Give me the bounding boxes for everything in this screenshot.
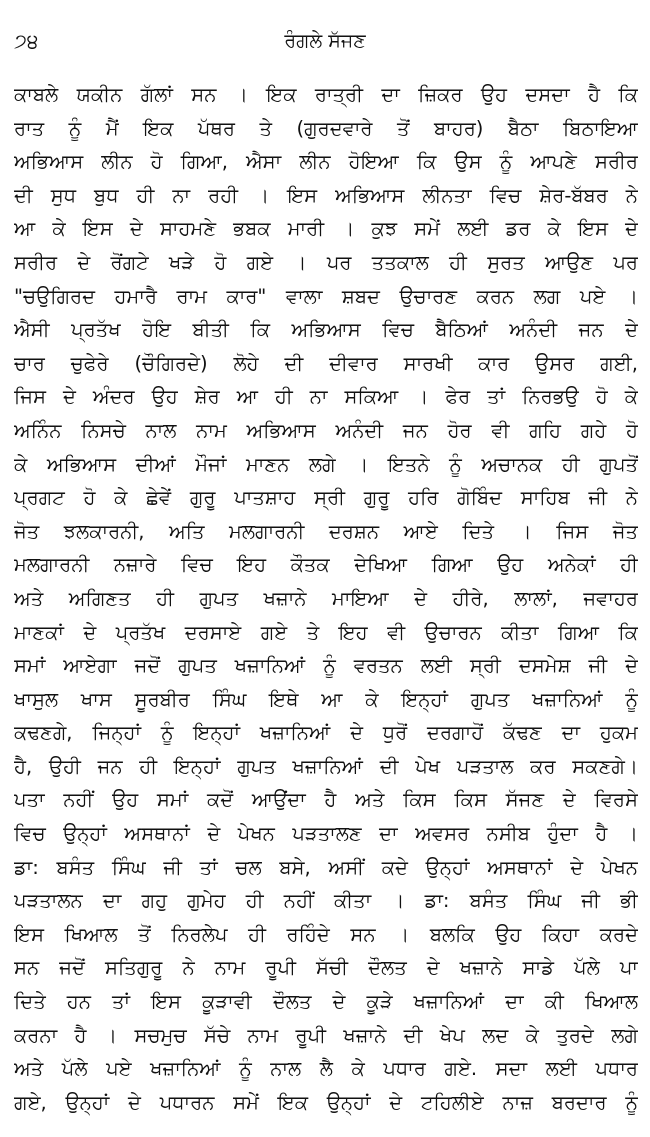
- text-line: ਮਾਣਕਾਂ ਦੇ ਪ੍ਰਤੱਖ ਦਰਸਾਏ ਗਏ ਤੇ ਇਹ ਵੀ ਉਚਾਰਨ ਕੀਤਾ ਗਿਆ ਕਿ: [14, 620, 638, 644]
- text-line: ਗਏ, ਉਨ੍ਹਾਂ ਦੇ ਪਧਾਰਨ ਸਮੇਂ ਇਕ ਉਨ੍ਹਾਂ ਦੇ ਟਹਿਲੀਏ ਨਾਜ਼ ਬਰਦਾਰ ਨੂੰ: [14, 1090, 638, 1114]
- text-line: ਦਿਤੇ ਹਨ ਤਾਂ ਇਸ ਕੂੜਾਵੀ ਦੌਲਤ ਦੇ ਕੂੜੇ ਖਜ਼ਾਨਿਆਂ ਦਾ ਕੀ ਖਿਆਲ: [14, 990, 638, 1014]
- text-line: ਰਾਤ ਨੂੰ ਮੈਂ ਇਕ ਪੱਥਰ ਤੇ (ਗੁਰਦਵਾਰੇ ਤੋਂ ਬਾਹਰ) ਬੈਠਾ ਬਿਠਾਇਆ: [14, 116, 638, 140]
- text-line: ਹੈ, ਉਹੀ ਜਨ ਹੀ ਇਨ੍ਹਾਂ ਗੁਪਤ ਖਜ਼ਾਨਿਆਂ ਦੀ ਪੇਖ ਪੜਤਾਲ ਕਰ ਸਕਣਗੇ।: [14, 754, 638, 778]
- page-header: [0, 22, 650, 62]
- text-line: ਚਾਰ ਚੁਫੇਰੇ (ਚੌਗਿਰਦੇ) ਲੋਹੇ ਦੀ ਦੀਵਾਰ ਸਾਰਖੀ ਕਾਰ ਉਸਰ ਗਈ,: [14, 351, 638, 375]
- text-line: ਕਢਣਗੇ, ਜਿਨ੍ਹਾਂ ਨੂੰ ਇਨ੍ਹਾਂ ਖਜ਼ਾਨਿਆਂ ਦੇ ਧੁਰੋਂ ਦਰਗਾਹੋਂ ਕੱਢਣ ਦਾ ਹੁਕਮ: [14, 721, 638, 745]
- text-line: ਆ ਕੇ ਇਸ ਦੇ ਸਾਹਮਣੇ ਭਬਕ ਮਾਰੀ । ਕੁਝ ਸਮੇਂ ਲਈ ਡਰ ਕੇ ਇਸ ਦੇ: [14, 217, 638, 241]
- text-line: ਪਤਾ ਨਹੀਂ ਉਹ ਸਮਾਂ ਕਦੋਂ ਆਉਂਦਾ ਹੈ ਅਤੇ ਕਿਸ ਕਿਸ ਸੱਜਣ ਦੇ ਵਿਰਸੇ: [14, 788, 638, 812]
- text-line: ਅਭਿਆਸ ਲੀਨ ਹੋ ਗਿਆ, ਐਸਾ ਲੀਨ ਹੋਇਆ ਕਿ ਉਸ ਨੂੰ ਆਪਣੇ ਸਰੀਰ: [14, 150, 638, 174]
- text-line: ਕਾਬਲੇ ਯਕੀਨ ਗੱਲਾਂ ਸਨ । ਇਕ ਰਾਤ੍ਰੀ ਦਾ ਜ਼ਿਕਰ ਉਹ ਦਸਦਾ ਹੈ ਕਿ: [14, 83, 638, 106]
- text-line: ਐਸੀ ਪ੍ਰਤੱਖ ਹੋਇ ਬੀਤੀ ਕਿ ਅਭਿਆਸ ਵਿਚ ਬੈਠਿਆਂ ਅਨੰਦੀ ਜਨ ਦੇ: [14, 318, 638, 342]
- text-line: ਪ੍ਰਗਟ ਹੋ ਕੇ ਛੇਵੇਂ ਗੁਰੂ ਪਾਤਸ਼ਾਹ ਸ੍ਰੀ ਗੁਰੂ ਹਰਿ ਗੋਬਿੰਦ ਸਾਹਿਬ ਜੀ ਨੇ: [14, 486, 638, 510]
- body-text: [14, 78, 638, 1119]
- text-line: ਅਤੇ ਅਗਿਣਤ ਹੀ ਗੁਪਤ ਖਜ਼ਾਨੇ ਮਾਇਆ ਦੇ ਹੀਰੇ, ਲਾਲਾਂ, ਜਵਾਹਰ: [14, 586, 638, 610]
- text-line: ਸਰੀਰ ਦੇ ਰੋਂਗਟੇ ਖੜੇ ਹੋ ਗਏ । ਪਰ ਤਤਕਾਲ ਹੀ ਸੁਰਤ ਆਉਣ ਪਰ: [14, 250, 638, 274]
- text-line: ਸਮਾਂ ਆਏਗਾ ਜਦੋਂ ਗੁਪਤ ਖਜ਼ਾਨਿਆਂ ਨੂੰ ਵਰਤਨ ਲਈ ਸ੍ਰੀ ਦਸਮੇਸ਼ ਜੀ ਦੇ: [14, 654, 638, 678]
- text-line: ਜੋਤ ਝਲਕਾਰਨੀ, ਅਤਿ ਮਲਗਾਰਨੀ ਦਰਸ਼ਨ ਆਏ ਦਿਤੇ । ਜਿਸ ਜੋਤ: [14, 519, 638, 543]
- text-line: ਪੜਤਾਲਨ ਦਾ ਗਹੁ ਗੁਮੇਹ ਹੀ ਨਹੀਂ ਕੀਤਾ । ਡਾ: ਬਸੰਤ ਸਿੰਘ ਜੀ ਭੀ: [14, 889, 638, 913]
- text-line: ਵਿਚ ਉਨ੍ਹਾਂ ਅਸਥਾਨਾਂ ਦੇ ਪੇਖਨ ਪੜਤਾਲਣ ਦਾ ਅਵਸਰ ਨਸੀਬ ਹੁੰਦਾ ਹੈ ।: [14, 822, 638, 846]
- page-number: ੭੪: [14, 29, 39, 53]
- text-line: ਦੀ ਸੁਧ ਬੁਧ ਹੀ ਨਾ ਰਹੀ । ਇਸ ਅਭਿਆਸ ਲੀਨਤਾ ਵਿਚ ਸ਼ੇਰ-ਬੱਬਰ ਨੇ: [14, 183, 638, 207]
- text-line: "ਚਉਗਿਰਦ ਹਮਾਰੈ ਰਾਮ ਕਾਰ" ਵਾਲਾ ਸ਼ਬਦ ਉਚਾਰਣ ਕਰਨ ਲਗ ਪਏ ।: [14, 284, 638, 308]
- text-line: ਜਿਸ ਦੇ ਅੰਦਰ ਉਹ ਸ਼ੇਰ ਆ ਹੀ ਨਾ ਸਕਿਆ । ਫੇਰ ਤਾਂ ਨਿਰਭਉ ਹੋ ਕੇ: [14, 385, 638, 409]
- text-line: ਅਤੇ ਪੱਲੇ ਪਏ ਖਜ਼ਾਨਿਆਂ ਨੂੰ ਨਾਲ ਲੈ ਕੇ ਪਧਾਰ ਗਏ. ਸਦਾ ਲਈ ਪਧਾਰ: [14, 1057, 638, 1081]
- text-line: ਮਲਗਾਰਨੀ ਨਜ਼ਾਰੇ ਵਿਚ ਇਹ ਕੌਤਕ ਦੇਖਿਆ ਗਿਆ ਉਹ ਅਨੇਕਾਂ ਹੀ: [14, 553, 638, 577]
- text-line: ਸਨ ਜਦੋਂ ਸਤਿਗੁਰੂ ਨੇ ਨਾਮ ਰੂਪੀ ਸੱਚੀ ਦੌਲਤ ਦੇ ਖਜ਼ਾਨੇ ਸਾਡੇ ਪੱਲੇ ਪਾ: [14, 956, 638, 980]
- text-line: ਖਾਸੁਲ ਖਾਸ ਸੂਰਬੀਰ ਸਿੰਘ ਇਥੇ ਆ ਕੇ ਇਨ੍ਹਾਂ ਗੁਪਤ ਖਜ਼ਾਨਿਆਂ ਨੂੰ: [14, 687, 638, 711]
- text-line: ਅਨਿੰਨ ਨਿਸਚੇ ਨਾਲ ਨਾਮ ਅਭਿਆਸ ਅਨੰਦੀ ਜਨ ਹੋਰ ਵੀ ਗਹਿ ਗਹੇ ਹੋ: [14, 418, 638, 442]
- text-line: ਕੇ ਅਭਿਆਸ ਦੀਆਂ ਮੌਜਾਂ ਮਾਣਨ ਲਗੇ । ਇਤਨੇ ਨੂੰ ਅਚਾਨਕ ਹੀ ਗੁਪਤੋਂ: [14, 452, 638, 476]
- text-line: ਇਸ ਖਿਆਲ ਤੋਂ ਨਿਰਲੇਪ ਹੀ ਰਹਿੰਦੇ ਸਨ । ਬਲਕਿ ਉਹ ਕਿਹਾ ਕਰਦੇ: [14, 922, 638, 946]
- text-line: ਡਾ: ਬਸੰਤ ਸਿੰਘ ਜੀ ਤਾਂ ਚਲ ਬਸੇ, ਅਸੀਂ ਕਦੇ ਉਨ੍ਹਾਂ ਅਸਥਾਨਾਂ ਦੇ ਪੇਖਨ: [14, 855, 638, 879]
- running-title: ਰੰਗਲੇ ਸੱਜਣ: [284, 30, 366, 52]
- text-line: ਕਰਨਾ ਹੈ । ਸਚਮੁਚ ਸੱਚੇ ਨਾਮ ਰੂਪੀ ਖਜ਼ਾਨੇ ਦੀ ਖੇਪ ਲਦ ਕੇ ਤੁਰਦੇ ਲਗੇ: [14, 1023, 638, 1047]
